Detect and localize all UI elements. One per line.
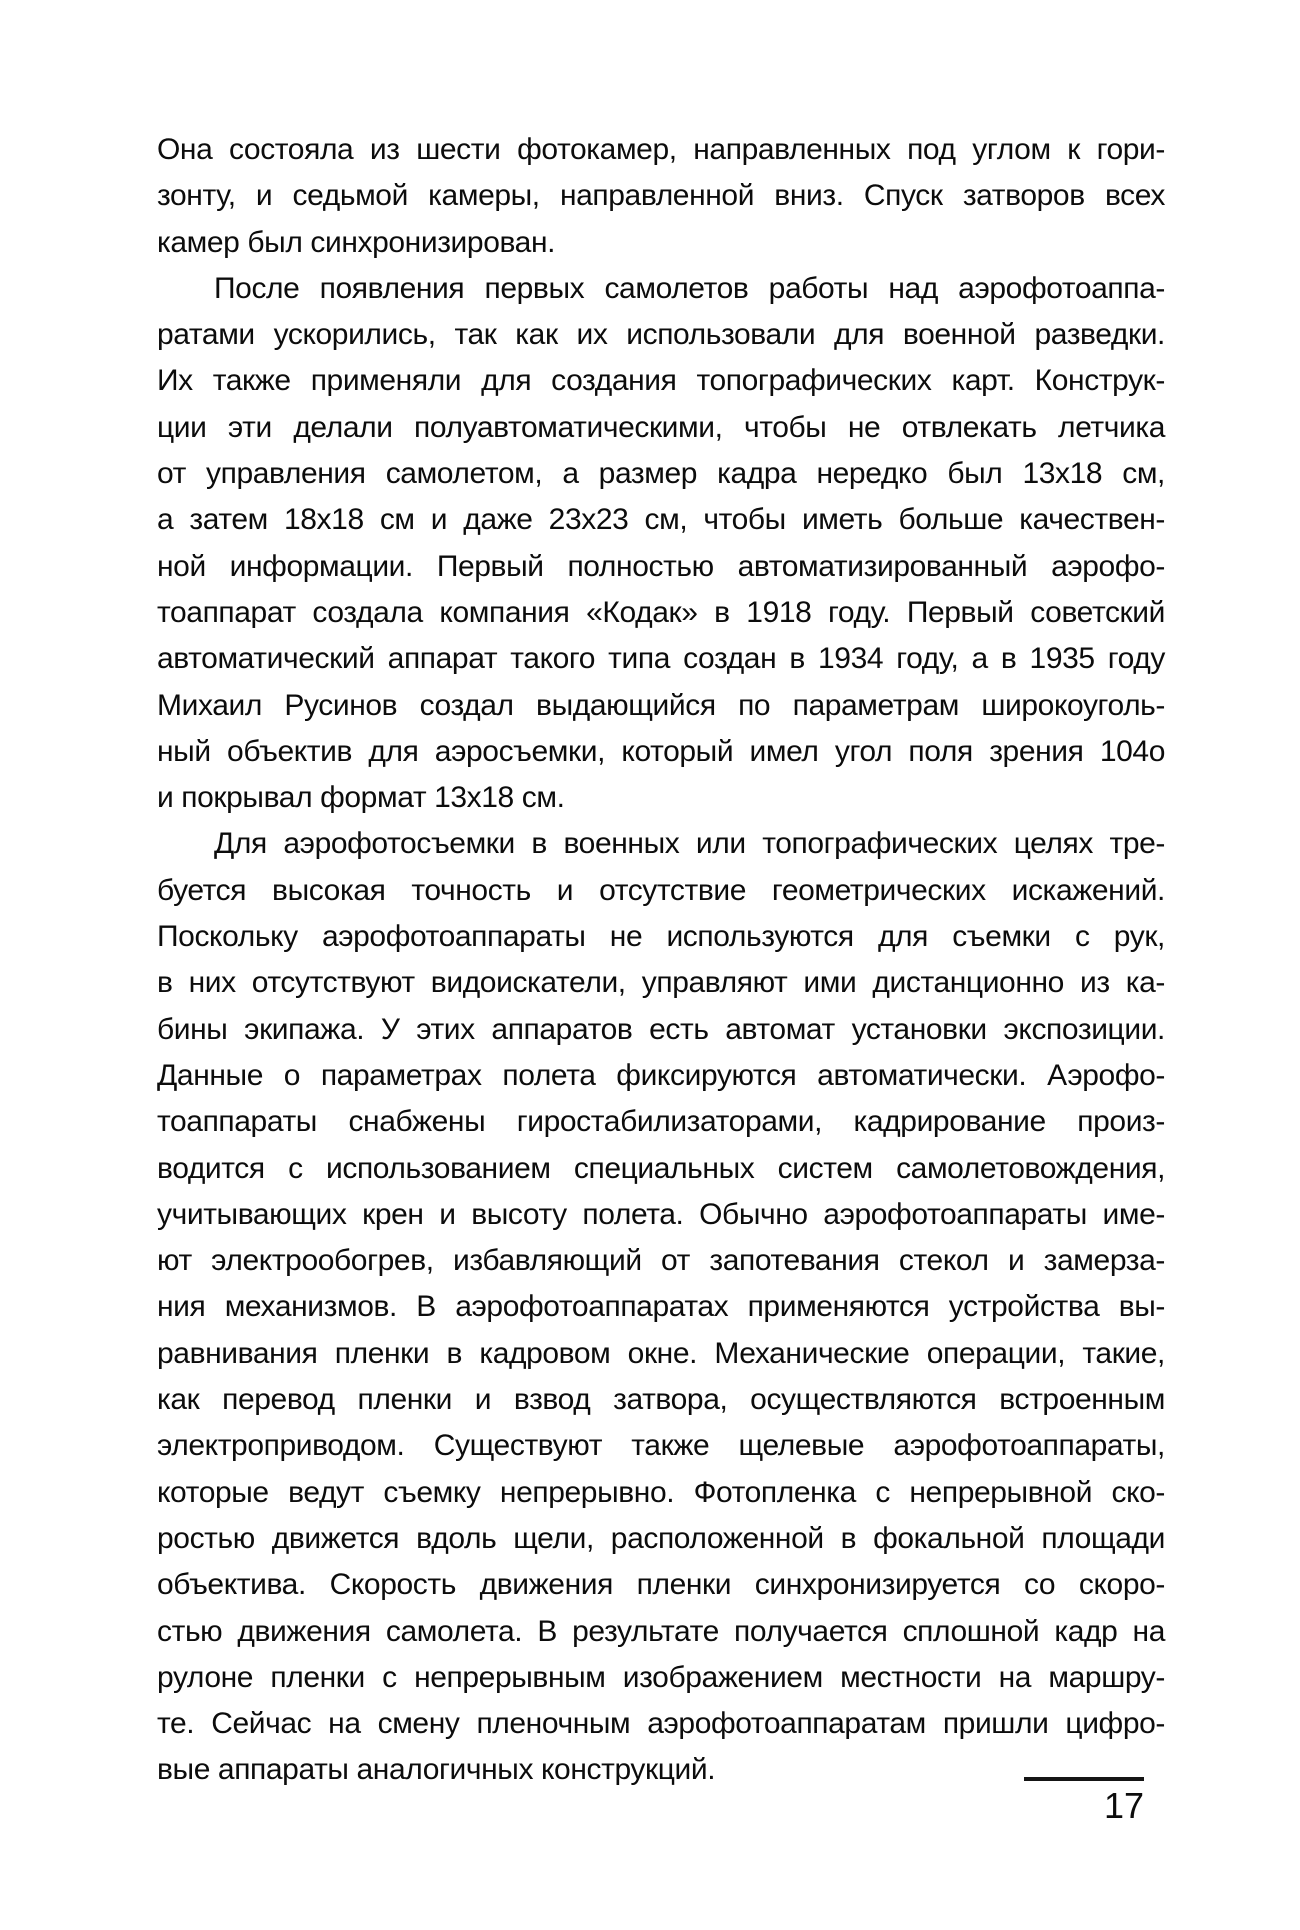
- text-line: Для аэрофотосъемки в военных или топографических целях тре-: [214, 827, 1165, 861]
- text-line: Их также применяли для создания топографических карт. Конструк-: [157, 364, 1165, 398]
- text-line: ростью движется вдоль щели, расположенной в фокальной площади: [157, 1521, 1165, 1555]
- text-line: камер был синхронизирован.: [157, 225, 556, 259]
- text-line: вые аппараты аналогичных конструкций.: [157, 1753, 716, 1787]
- text-line: те. Сейчас на смену пленочным аэрофотоаппаратам пришли цифро-: [157, 1707, 1165, 1741]
- text-line: ции эти делали полуавтоматическими, чтобы не отвлекать летчика: [157, 410, 1165, 444]
- text-line: тоаппараты снабжены гиростабилизаторами, кадрирование произ-: [157, 1105, 1165, 1139]
- text-line: Данные о параметрах полета фиксируются автоматически. Аэрофо-: [157, 1058, 1165, 1092]
- text-line: и покрывал формат 13х18 см.: [157, 781, 565, 815]
- body-text: [157, 127, 1165, 1794]
- text-line: Михаил Русинов создал выдающийся по параметрам широкоуголь-: [157, 688, 1165, 722]
- text-line: как перевод пленки и взвод затвора, осуществляются встроенным: [157, 1383, 1165, 1417]
- text-line: ния механизмов. В аэрофотоаппаратах применяются устройства вы-: [157, 1290, 1165, 1324]
- text-line: Поскольку аэрофотоаппараты не используются для съемки с рук,: [157, 920, 1165, 954]
- text-line: объектива. Скорость движения пленки синхронизируется со скоро-: [157, 1568, 1165, 1602]
- text-line: от управления самолетом, а размер кадра нередко был 13х18 см,: [157, 457, 1165, 491]
- text-line: электроприводом. Существуют также щелевые аэрофотоаппараты,: [157, 1429, 1165, 1463]
- text-line: которые ведут съемку непрерывно. Фотопленка с непрерывной ско-: [157, 1475, 1165, 1509]
- text-line: ной информации. Первый полностью автоматизированный аэрофо-: [157, 549, 1165, 583]
- text-line: учитывающих крен и высоту полета. Обычно аэрофотоаппараты име-: [157, 1197, 1165, 1231]
- text-line: автоматический аппарат такого типа создан в 1934 году, а в 1935 году: [157, 642, 1165, 676]
- text-line: ный объектив для аэросъемки, который имел угол поля зрения 104о: [157, 734, 1165, 768]
- text-line: бины экипажа. У этих аппаратов есть автомат установки экспозиции.: [157, 1012, 1165, 1046]
- text-line: зонту, и седьмой камеры, направленной вниз. Спуск затворов всех: [157, 179, 1165, 213]
- text-line: После появления первых самолетов работы над аэрофотоаппа-: [214, 271, 1165, 305]
- footer-rule: [1024, 1777, 1144, 1781]
- text-line: водится с использованием специальных систем самолетовождения,: [157, 1151, 1165, 1185]
- text-line: тоаппарат создала компания «Кодак» в 1918 году. Первый советский: [157, 595, 1165, 629]
- page-number: 17: [1103, 1785, 1144, 1826]
- text-line: Она состояла из шести фотокамер, направленных под углом к гори-: [157, 133, 1165, 166]
- text-line: ют электрообогрев, избавляющий от запотевания стекол и замерза-: [157, 1244, 1165, 1278]
- text-line: ратами ускорились, так как их использовали для военной разведки.: [157, 318, 1165, 352]
- text-line: равнивания пленки в кадровом окне. Механические операции, такие,: [157, 1336, 1165, 1370]
- text-line: стью движения самолета. В результате получается сплошной кадр на: [157, 1614, 1165, 1648]
- text-line: а затем 18х18 см и даже 23х23 см, чтобы иметь больше качествен-: [157, 503, 1165, 537]
- text-line: буется высокая точность и отсутствие геометрических искажений.: [157, 873, 1165, 907]
- text-line: рулоне пленки с непрерывным изображением местности на маршру-: [157, 1660, 1165, 1694]
- text-line: в них отсутствуют видоискатели, управляют ими дистанционно из ка-: [157, 966, 1165, 1000]
